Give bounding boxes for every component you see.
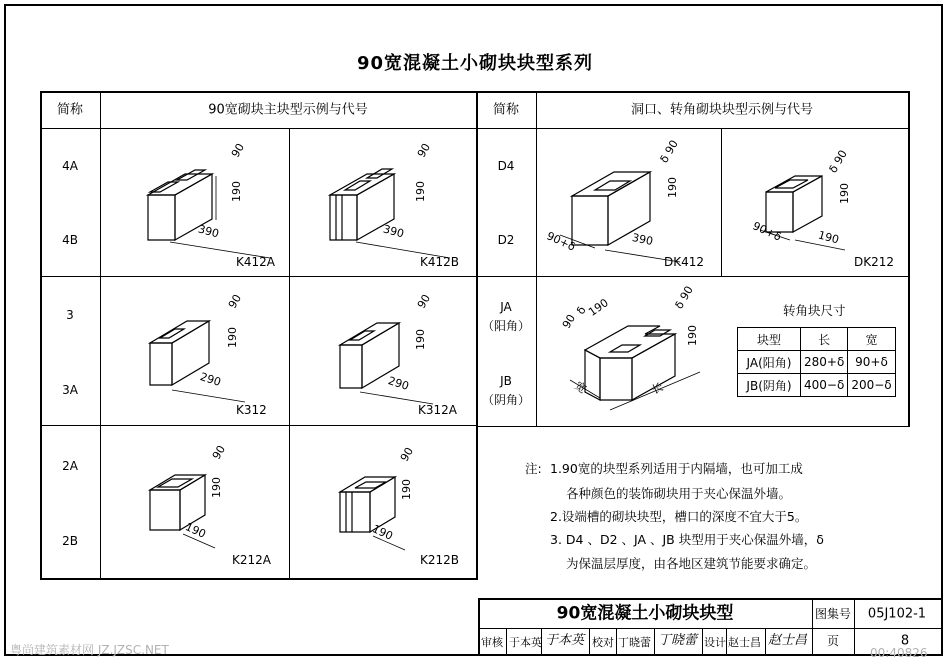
dk412-extension: 90+δ [544,229,578,254]
set-number: 05J102-1 [867,606,927,622]
abbrev-4a: 4A [62,159,78,173]
abbrev-d2: D2 [497,233,515,247]
corner-size-table [737,327,896,397]
corner-header-width: 宽 [848,328,895,351]
watermark-right: 00:40826 [870,646,928,660]
design-label: 设计 [704,636,726,649]
checker-name: 丁晓蕾 [618,636,651,649]
k412a-code: K412A [236,255,275,269]
designer-signature: 赵士昌 [768,633,808,648]
abbrev-ja: JA [500,300,512,314]
corner-dim-b: δ [574,304,589,317]
abbrev-d4: D4 [497,159,515,173]
table-row [738,374,896,397]
reviewer-name: 于本英 [509,636,542,649]
corner-cell-jb-length: 400−δ [801,374,848,397]
corner-dim-c: 190 [586,296,611,319]
dk412-width: δ 90 [657,137,681,166]
dk212-width: δ 90 [826,147,850,176]
set-number-label: 图集号 [814,607,852,621]
block-corner-drawing [570,326,700,410]
k412a-length: 390 [196,222,221,241]
k312-length: 290 [198,370,223,389]
k412a-width: 90 [228,141,248,160]
k312a-height: 190 [414,329,427,350]
dk212-height: 190 [838,183,851,204]
dk412-height: 190 [666,177,679,198]
k212a-width: 90 [209,443,229,462]
table-row [738,351,896,374]
k312a-length: 290 [386,374,411,393]
k212b-height: 190 [400,479,413,500]
k312-height: 190 [226,327,239,348]
designer-name: 赵士昌 [728,636,761,649]
abbrev-jb-note: （阴角） [481,393,531,407]
note-line-5: 为保温层厚度，由各地区建筑节能要求确定。 [566,556,817,571]
note-line-1: 1.90宽的块型系列适用于内隔墙，也可加工成 [550,461,803,476]
corner-header-length: 长 [801,328,848,351]
dk212-code: DK212 [854,255,895,269]
corner-cell-ja-width: 90+δ [848,351,895,374]
dk412-code: DK412 [664,255,705,269]
k412b-width: 90 [414,141,434,160]
corner-dim-a: 90 [559,312,579,331]
block-k412b-drawing [330,169,450,258]
k212a-code: K212A [232,553,271,567]
table-row [738,328,896,351]
corner-dim-long: 长 [649,380,666,397]
k212b-width: 90 [397,445,417,464]
block-dk412-drawing [560,172,680,262]
drawing-name: 90宽混凝土小砌块块型 [556,603,734,624]
block-k212a-drawing [150,475,215,548]
reviewer-signature: 于本英 [545,633,585,648]
abbrev-3a: 3A [62,383,78,397]
k312a-width: 90 [414,292,434,311]
review-label: 审核 [481,636,503,649]
header-abbrev-left: 简称 [56,102,84,118]
k212b-length: 190 [370,522,395,543]
k212a-height: 190 [210,477,223,498]
note-line-3: 2.设端槽的砌块块型，槽口的深度不宜大于5。 [550,509,808,524]
block-k412a-drawing [148,170,270,258]
block-k212b-drawing [340,477,405,550]
abbrev-ja-note: （阳角） [481,319,531,333]
corner-cell-ja-type: JA(阳角) [738,351,801,374]
corner-dim-e: 190 [686,325,699,346]
page-label: 页 [826,634,840,648]
dk212-length: 190 [816,228,841,247]
k412b-code: K412B [420,255,460,269]
corner-table-title: 转角块尺寸 [783,303,846,318]
header-abbrev-right: 简称 [492,102,520,118]
abbrev-4b: 4B [62,233,78,247]
k212a-length: 190 [183,520,208,541]
k412a-height: 190 [230,181,243,202]
k312a-code: K312A [418,403,457,417]
header-opening-corner-blocks: 洞口、转角砌块块型示例与代号 [630,102,814,118]
corner-dim-d: δ 90 [672,283,696,312]
dk412-length: 390 [630,230,655,249]
watermark-left: 粤尚建筑素材网 JZ.JZSC.NET [10,643,169,657]
page-title: 90宽混凝土小砌块块型系列 [356,53,594,74]
corner-cell-jb-type: JB(阴角) [738,374,801,397]
abbrev-2a: 2A [62,459,78,473]
k312-code: K312 [236,403,267,417]
corner-dim-wide: 宽 [572,379,589,396]
page-number: 8 [900,633,910,649]
k312-width: 90 [225,292,245,311]
abbrev-jb: JB [500,374,512,388]
abbrev-3: 3 [66,308,74,322]
note-line-4: 3. D4 、D2 、JA 、JB 块型用于夹心保温外墙，δ [550,532,824,547]
k412b-length: 390 [381,222,406,241]
k412b-height: 190 [414,181,427,202]
corner-header-type: 块型 [738,328,801,351]
corner-cell-ja-length: 280+δ [801,351,848,374]
notes-prefix: 注: [525,461,542,476]
k212b-code: K212B [420,553,460,567]
check-label: 校对 [592,636,614,649]
header-main-blocks: 90宽砌块主块型示例与代号 [208,102,368,118]
dk212-extension: 90+δ [750,219,784,244]
note-line-2: 各种颜色的装饰砌块用于夹心保温外墙。 [566,486,792,501]
corner-cell-jb-width: 200−δ [848,374,895,397]
checker-signature: 丁晓蕾 [658,633,698,648]
abbrev-2b: 2B [62,534,78,548]
